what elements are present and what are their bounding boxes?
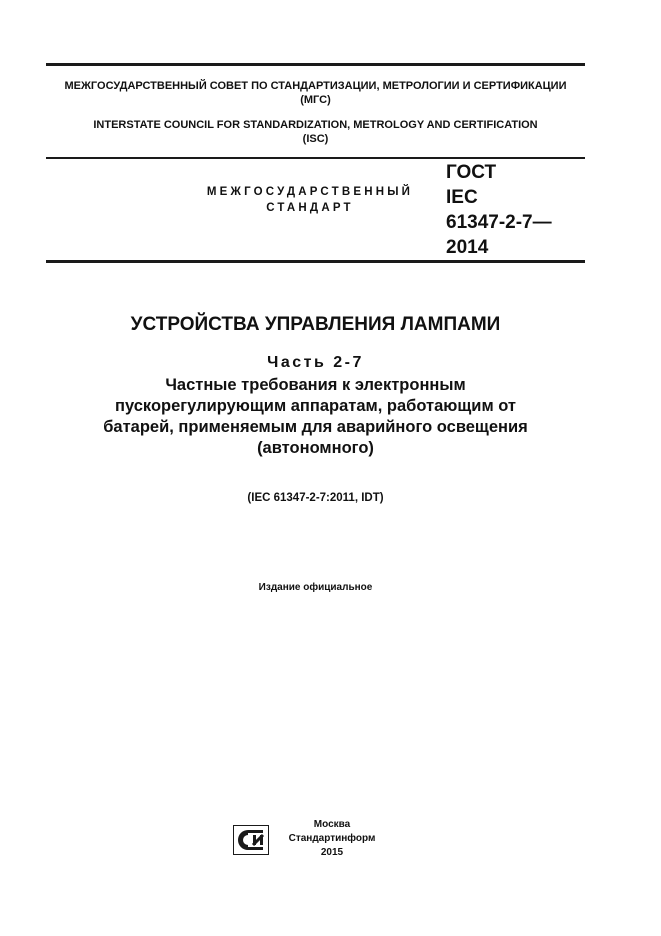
council-name-ru-line2: (МГС)	[300, 94, 331, 106]
subtitle-line2: пускорегулирующим аппаратам, работающим от	[115, 397, 516, 415]
iec-reference: (IEC 61347-2-7:2011, IDT)	[247, 492, 384, 504]
subtitle-line1: Частные требования к электронным	[165, 376, 466, 394]
edition-note: Издание официальное	[258, 582, 373, 593]
publisher-year: 2015	[320, 847, 344, 858]
standard-type-label	[190, 184, 430, 216]
council-name-ru	[46, 79, 585, 107]
council-name-en-line1: INTERSTATE COUNCIL FOR STANDARDIZATION, METROLOGY AND CERTIFICATION	[93, 119, 538, 131]
document-title: УСТРОЙСТВА УПРАВЛЕНИЯ ЛАМПАМИ	[130, 314, 501, 335]
designation-rule	[46, 260, 585, 263]
subtitle-line3: батарей, применяемым для аварийного освещения	[103, 418, 528, 436]
council-name-ru-line1: МЕЖГОСУДАРСТВЕННЫЙ СОВЕТ ПО СТАНДАРТИЗАЦИИ, МЕТРОЛОГИИ И СЕРТИФИКАЦИИ	[64, 80, 567, 92]
standard-type-line2: СТАНДАРТ	[266, 202, 354, 214]
designation-line4: 2014	[446, 237, 489, 258]
standard-type-line1: МЕЖГОСУДАРСТВЕННЫЙ	[206, 186, 414, 198]
part-number: Часть 2-7	[267, 354, 364, 371]
publisher-logo	[233, 825, 269, 855]
publisher-city: Москва	[313, 819, 351, 830]
document-subtitle	[46, 375, 585, 459]
publisher-info	[282, 818, 382, 860]
designation-line1: ГОСТ	[446, 162, 497, 183]
subtitle-line4: (автономного)	[257, 439, 374, 457]
publisher-name: Стандартинформ	[288, 833, 376, 844]
designation-line2: IEC	[446, 187, 478, 208]
publisher-logo-icon	[233, 825, 269, 855]
standard-designation	[446, 160, 596, 260]
council-name-en-line2: (ISC)	[302, 133, 329, 145]
header-rule	[46, 157, 585, 159]
top-rule	[46, 63, 585, 66]
designation-line3: 61347-2-7—	[446, 212, 552, 233]
council-name-en	[46, 118, 585, 146]
